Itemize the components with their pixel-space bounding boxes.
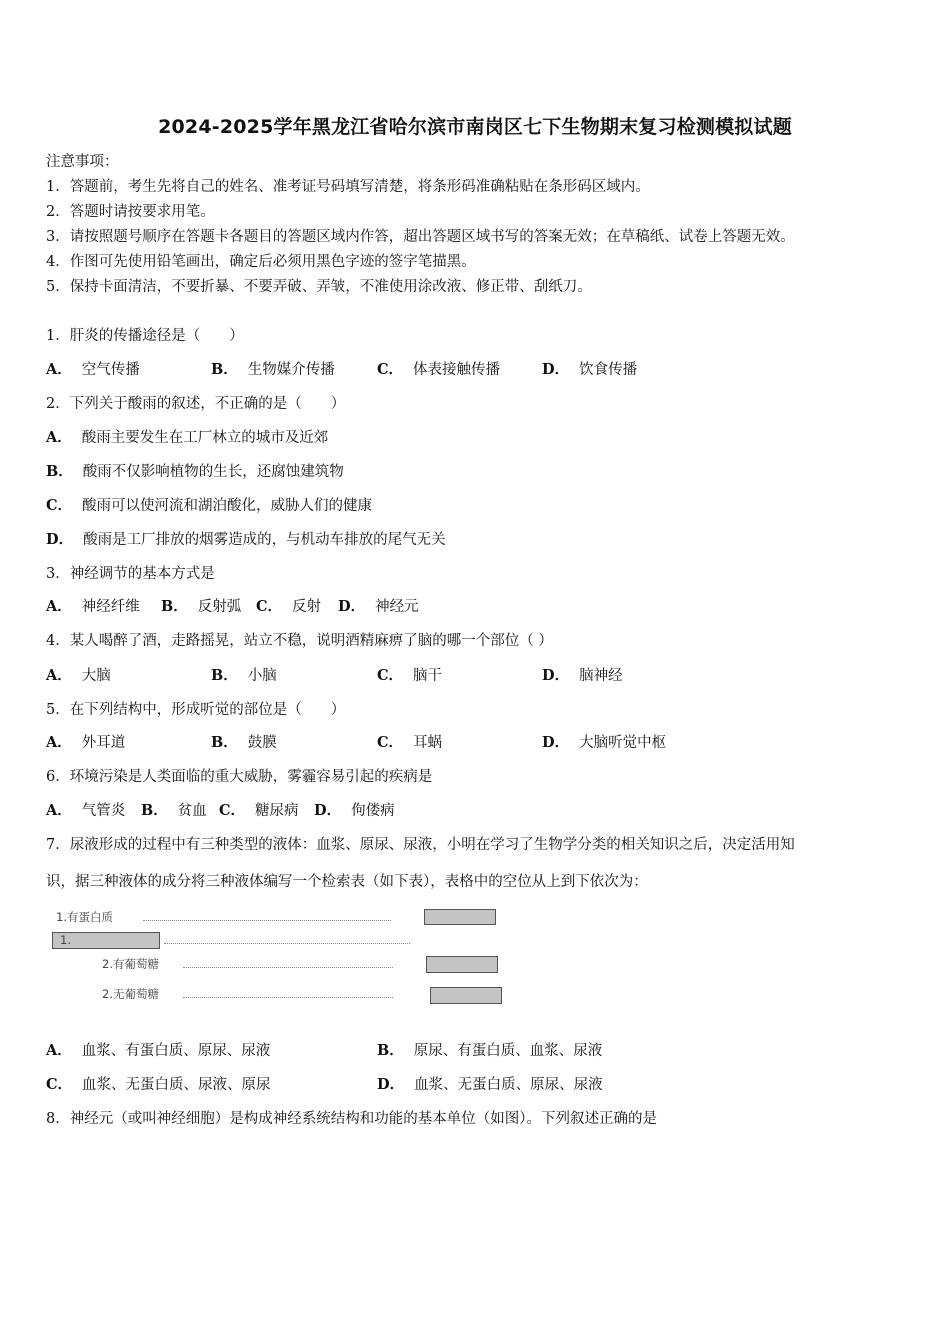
option-a: A． 空气传播 (46, 361, 140, 378)
key-table (46, 898, 526, 1018)
notice-item: 3．请按照题号顺序在答题卡各题目的答题区域内作答，超出答题区域书写的答案无效；在草稿纸、试卷上答题无效。 (46, 229, 795, 245)
question-stem: 3．神经调节的基本方式是 (46, 566, 215, 582)
option-c: C． 反射 (256, 598, 322, 615)
option-b: B． 反射弧 (161, 598, 242, 615)
option-b: B． 鼓膜 (211, 734, 277, 751)
key-row-dots (164, 931, 410, 949)
key-label: 2.有葡萄糖 (102, 957, 159, 971)
notice-item: 2．答题时请按要求用笔。 (46, 204, 215, 220)
option-c: C． 酸雨可以使河流和湖泊酸化，威胁人们的健康 (46, 497, 373, 514)
option-a: A． 外耳道 (46, 734, 126, 751)
option-b: B． 原尿、有蛋白质、血浆、尿液 (377, 1042, 603, 1059)
question-stem: 4．某人喝醉了酒，走路摇晃，站立不稳，说明酒精麻痹了脑的哪一个部位（ ） (46, 633, 553, 649)
question-stem: 6．环境污染是人类面临的重大威胁，雾霾容易引起的疾病是 (46, 769, 433, 785)
option-c: C． 耳蜗 (377, 734, 443, 751)
option-a: A． 大脑 (46, 667, 111, 684)
notice-item: 1．答题前，考生先将自己的姓名、准考证号码填写清楚，将条形码准确粘贴在条形码区域内。 (46, 179, 650, 195)
option-a: A． 血浆、有蛋白质、原尿、尿液 (46, 1042, 271, 1059)
question-stem-continued: 识，据三种液体的成分将三种液体编写一个检索表（如下表），表格中的空位从上到下依次为： (46, 874, 648, 890)
option-b: B． 贫血 (141, 802, 207, 819)
option-b: B． 酸雨不仅影响植物的生长，还腐蚀建筑物 (46, 463, 344, 480)
key-row (102, 955, 393, 973)
notice-item: 5．保持卡面清洁，不要折暴、不要弄破、弄皱，不准使用涂改液、修正带、刮纸刀。 (46, 279, 592, 295)
option-a: A． 酸雨主要发生在工厂林立的城市及近郊 (46, 429, 329, 446)
option-d: D． 大脑听觉中枢 (542, 734, 667, 751)
blank-box (424, 909, 496, 925)
option-d: D． 血浆、无蛋白质、原尿、尿液 (377, 1076, 603, 1093)
blank-box (426, 956, 498, 973)
page-title: 2024-2025学年黑龙江省哈尔滨市南岗区七下生物期末复习检测模拟试题 (158, 116, 792, 138)
key-label: 1. (60, 933, 71, 947)
question-stem: 5．在下列结构中，形成听觉的部位是（ ） (46, 702, 346, 718)
key-row (102, 985, 393, 1003)
question-stem: 7．尿液形成的过程中有三种类型的液体：血浆、原尿、尿液，小明在学习了生物学分类的相关知识之后，决定活用知 (46, 837, 795, 853)
option-b: B． 生物媒介传播 (211, 361, 335, 378)
option-d: D． 饮食传播 (542, 361, 638, 378)
option-d: D． 神经元 (338, 598, 419, 615)
blank-box (430, 987, 502, 1004)
question-stem: 2．下列关于酸雨的叙述，不正确的是（ ） (46, 396, 346, 412)
key-label: 2.无葡萄糖 (102, 987, 159, 1001)
question-stem: 1．肝炎的传播途径是（ ） (46, 328, 244, 344)
option-d: D． 酸雨是工厂排放的烟雾造成的，与机动车排放的尾气无关 (46, 531, 446, 548)
notice-heading: 注意事项： (46, 154, 119, 170)
option-c: C． 血浆、无蛋白质、尿液、原尿 (46, 1076, 271, 1093)
option-c: C． 体表接触传播 (377, 361, 501, 378)
key-row (56, 908, 391, 926)
key-label: 1.有蛋白质 (56, 910, 113, 924)
notice-item: 4．作图可先使用铅笔画出，确定后必须用黑色字迹的签字笔描黑。 (46, 254, 476, 270)
option-c: C． 脑干 (377, 667, 443, 684)
option-d: D． 脑神经 (542, 667, 623, 684)
key-row (60, 931, 71, 949)
option-a: A． 神经纤维 (46, 598, 140, 615)
option-d: D． 佝偻病 (314, 802, 395, 819)
option-a: A． 气管炎 (46, 802, 126, 819)
option-b: B． 小脑 (211, 667, 277, 684)
option-c: C． 糖尿病 (219, 802, 299, 819)
question-stem: 8．神经元（或叫神经细胞）是构成神经系统结构和功能的基本单位（如图）。下列叙述正确的是 (46, 1111, 657, 1127)
